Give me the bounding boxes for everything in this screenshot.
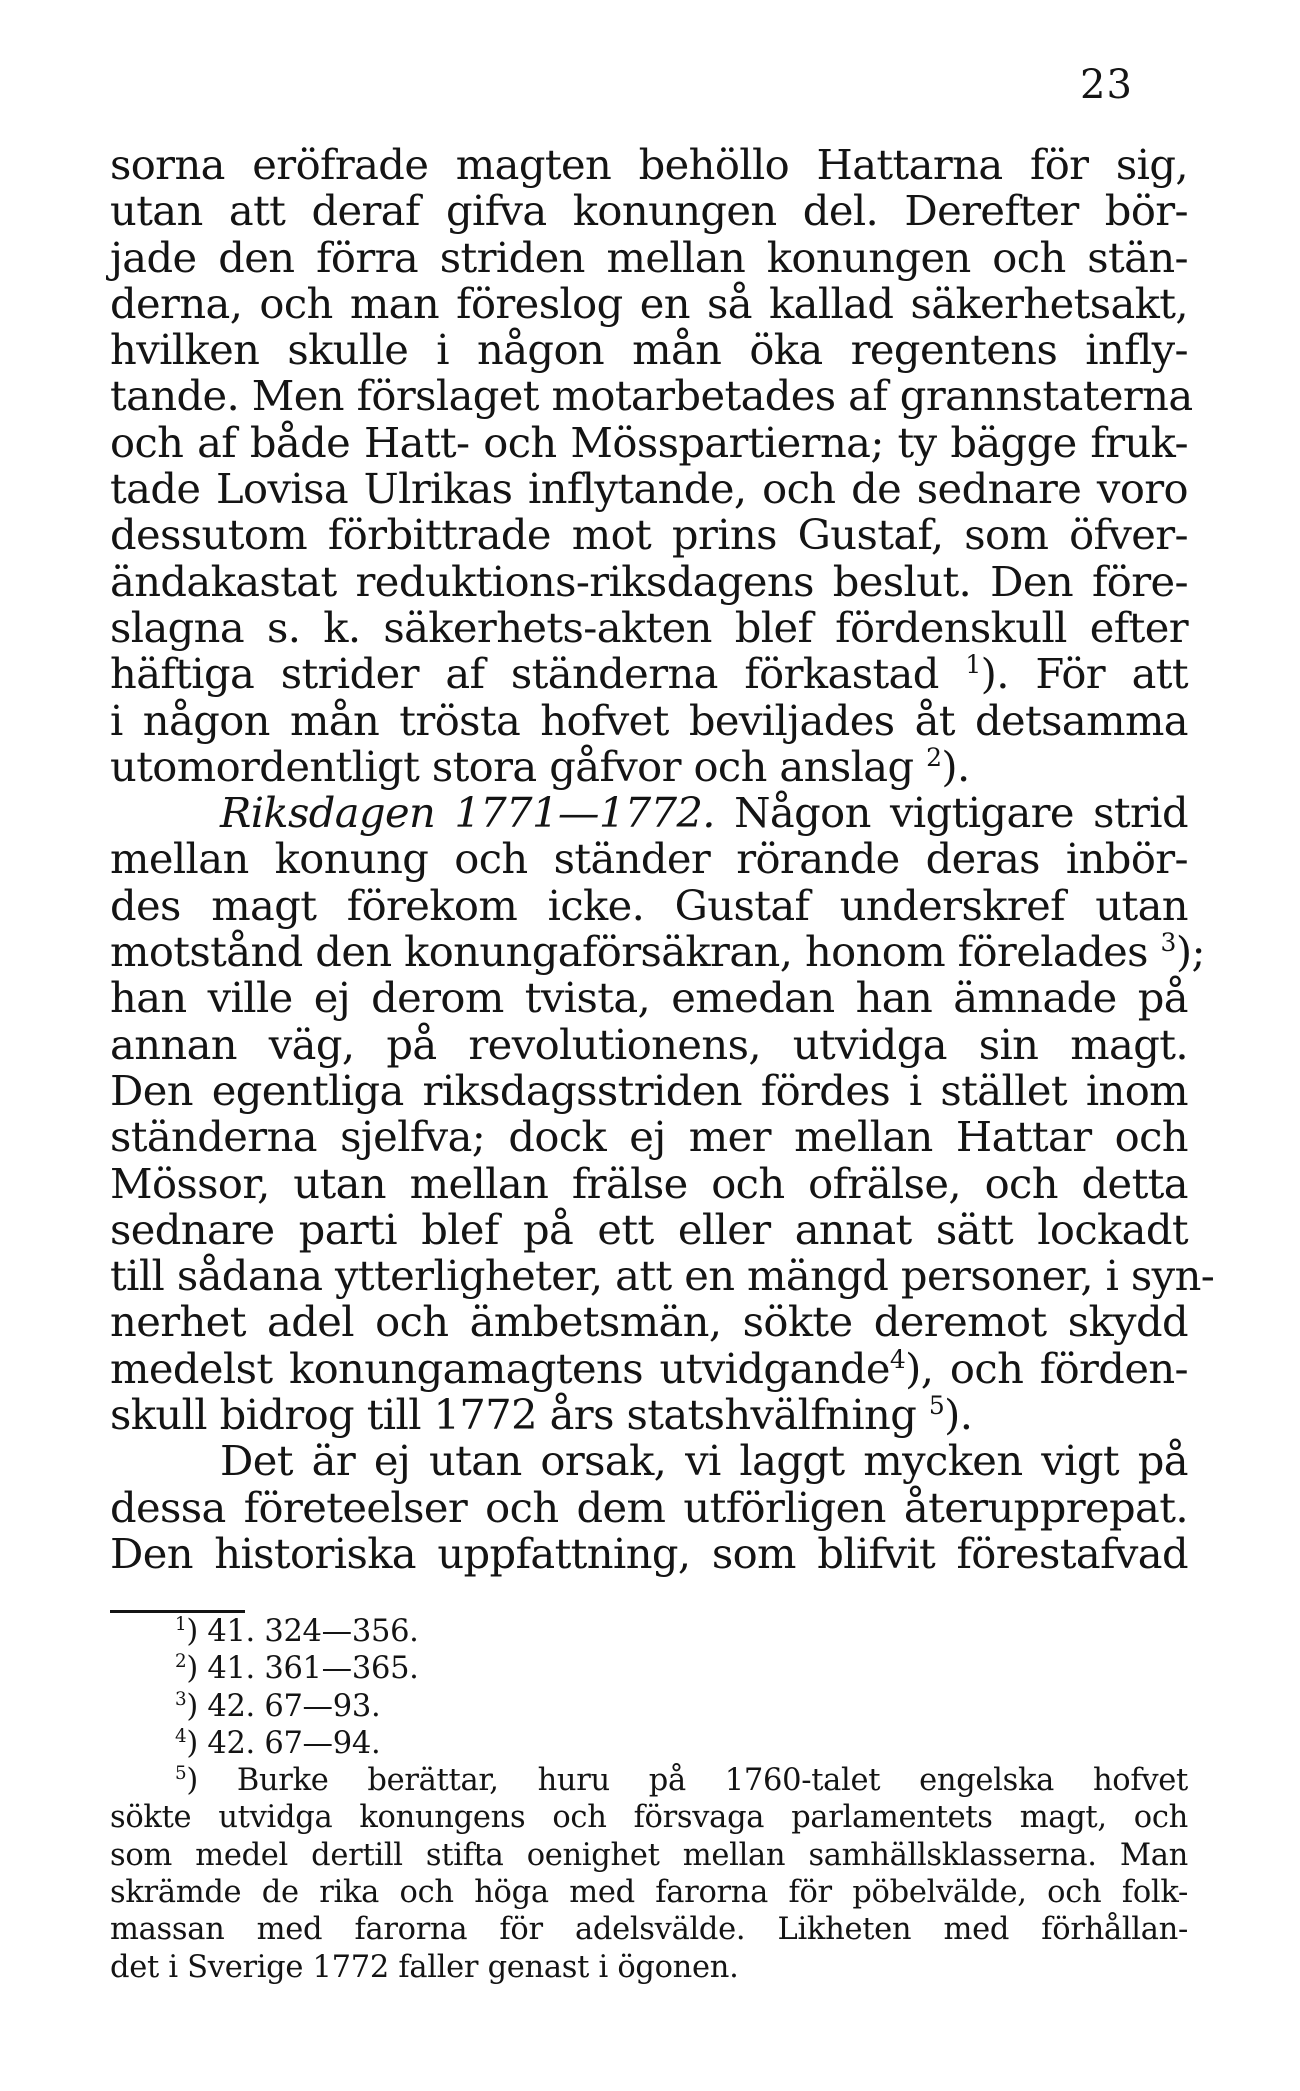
footnote-text: Burke berättar, huru på 1760-talet engelska hofvet: [236, 1763, 1188, 1799]
text-line: nerhet adel och ämbetsmän, sökte deremot skydd: [110, 1297, 1188, 1347]
footnote-text: som medel dertill stifta oenighet mellan samhällsklasserna. Man: [110, 1837, 1188, 1873]
text-line: [110, 741, 1188, 791]
footnotes: [110, 1613, 1188, 1986]
footnote: $^3$) 42. 67—93.: [175, 1688, 381, 1724]
text-line: i någon mån trösta hofvet beviljades åt detsamma: [110, 695, 1188, 745]
text-line: slagna s. k. säkerhets-akten blef fördenskull efter: [110, 602, 1188, 652]
text-line: sednare parti blef på ett eller annat sätt lockadt: [110, 1204, 1188, 1254]
text-line: dessutom förbittrade mot prins Gustaf, som öfver-: [110, 510, 1188, 560]
footnote-text: skrämde de rika och höga med farorna för pöbelvälde, och folk-: [110, 1875, 1188, 1911]
footnote: $^1$) 41. 324—356.: [175, 1613, 419, 1649]
text-line: ständerna sjelfva; dock ej mer mellan Hattar och: [110, 1112, 1188, 1162]
footnote-mark: 3: [175, 1688, 187, 1710]
text-line: jade den förra striden mellan konungen och stän-: [110, 232, 1188, 282]
footnote-ref: 4: [889, 1344, 906, 1374]
footnote-ref: 3: [1160, 928, 1176, 958]
footnote-mark: 4: [175, 1725, 187, 1747]
footnote-text: 42. 67—94.: [207, 1725, 381, 1761]
text-segment: ).: [941, 741, 970, 791]
footnote-text: 41. 361—365.: [207, 1651, 419, 1687]
text-line: Det är ej utan orsak, vi laggt mycken vigt på: [220, 1436, 1188, 1486]
footnote-mark: 5: [175, 1763, 187, 1785]
text-line: [110, 1343, 1188, 1393]
section-heading: Riksdagen 1771—1772.: [220, 788, 715, 838]
text-line: och af både Hatt- och Mösspartierna; ty bägge fruk-: [110, 417, 1188, 467]
text-line: till sådana ytterligheter, att en mängd personer, i syn-: [110, 1251, 1215, 1301]
text-line: annan väg, på revolutionens, utvidga sin magt.: [110, 1019, 1188, 1069]
text-segment: ). För att: [980, 649, 1188, 699]
footnote: $^4$) 42. 67—94.: [175, 1725, 381, 1761]
footnote-text: det i Sverige 1772 faller genast i ögonen.: [110, 1949, 739, 1985]
footnote-text: massan med farorna för adelsvälde. Likheten med förhållan-: [110, 1912, 1188, 1948]
text-segment: Någon vigtigare strid: [734, 788, 1189, 838]
footnote-ref: 1: [965, 650, 981, 680]
text-segment: motstånd den konungaförsäkran, honom förelades: [110, 927, 1148, 977]
footnote-mark: 1: [175, 1613, 187, 1635]
main-text: [110, 140, 1215, 1578]
text-line: Den historiska uppfattning, som blifvit förestafvad: [110, 1528, 1188, 1578]
footnote: $^5$) Burke berättar, huru på 1760-talet engelska hofvet: [175, 1763, 1188, 1799]
text-line: han ville ej derom tvista, emedan han ämnade på: [110, 973, 1188, 1023]
footnote-ref: 5: [928, 1391, 945, 1421]
text-line: tade Lovisa Ulrikas inflytande, och de sednare voro: [110, 464, 1188, 514]
text-line: des magt förekom icke. Gustaf underskref utan: [110, 880, 1188, 930]
text-line: [110, 651, 1188, 697]
text-segment: häftiga strider af ständerna förkastad: [110, 649, 939, 699]
text-segment: skull bidrog till 1772 års statshvälfning: [110, 1390, 917, 1440]
text-segment: );: [1175, 927, 1205, 977]
text-line: [110, 1392, 1188, 1438]
footnote-ref: 2: [926, 743, 942, 772]
text-line: [110, 790, 1188, 836]
footnote-text: sökte utvidga konungens och försvaga parlamentets magt, och: [110, 1800, 1188, 1836]
text-line: sorna eröfrade magten behöllo Hattarna för sig,: [110, 140, 1188, 189]
footnote-mark: 2: [175, 1651, 187, 1673]
text-line: tande. Men förslaget motarbetades af grannstaterna: [110, 371, 1193, 421]
text-line: hvilken skulle i någon mån öka regentens infly-: [110, 325, 1188, 375]
text-line: [110, 927, 1205, 977]
footnote-text: 42. 67—93.: [207, 1688, 381, 1724]
text-segment: ), och förden-: [905, 1343, 1188, 1393]
text-line: dessa företeelser och dem utförligen återupprepat.: [110, 1482, 1188, 1532]
text-line: utan att deraf gifva konungen del. Derefter bör-: [110, 186, 1188, 236]
footnote-text: 41. 324—356.: [207, 1614, 419, 1649]
text-line: Mössor, utan mellan frälse och ofrälse, och detta: [110, 1158, 1188, 1208]
page-number: 23: [1080, 62, 1133, 108]
text-segment: utomordentligt stora gåfvor och anslag: [110, 741, 914, 791]
text-line: ändakastat reduktions-riksdagens beslut. Den före-: [110, 556, 1188, 606]
text-line: Den egentliga riksdagsstriden fördes i stället inom: [110, 1065, 1188, 1115]
text-line: derna, och man föreslog en så kallad säkerhetsakt,: [110, 278, 1188, 328]
text-segment: ).: [944, 1390, 973, 1440]
footnote: $^2$) 41. 361—365.: [175, 1651, 419, 1687]
text-line: mellan konung och ständer rörande deras inbör-: [110, 834, 1188, 884]
text-segment: medelst konungamagtens utvidgande: [110, 1343, 890, 1393]
